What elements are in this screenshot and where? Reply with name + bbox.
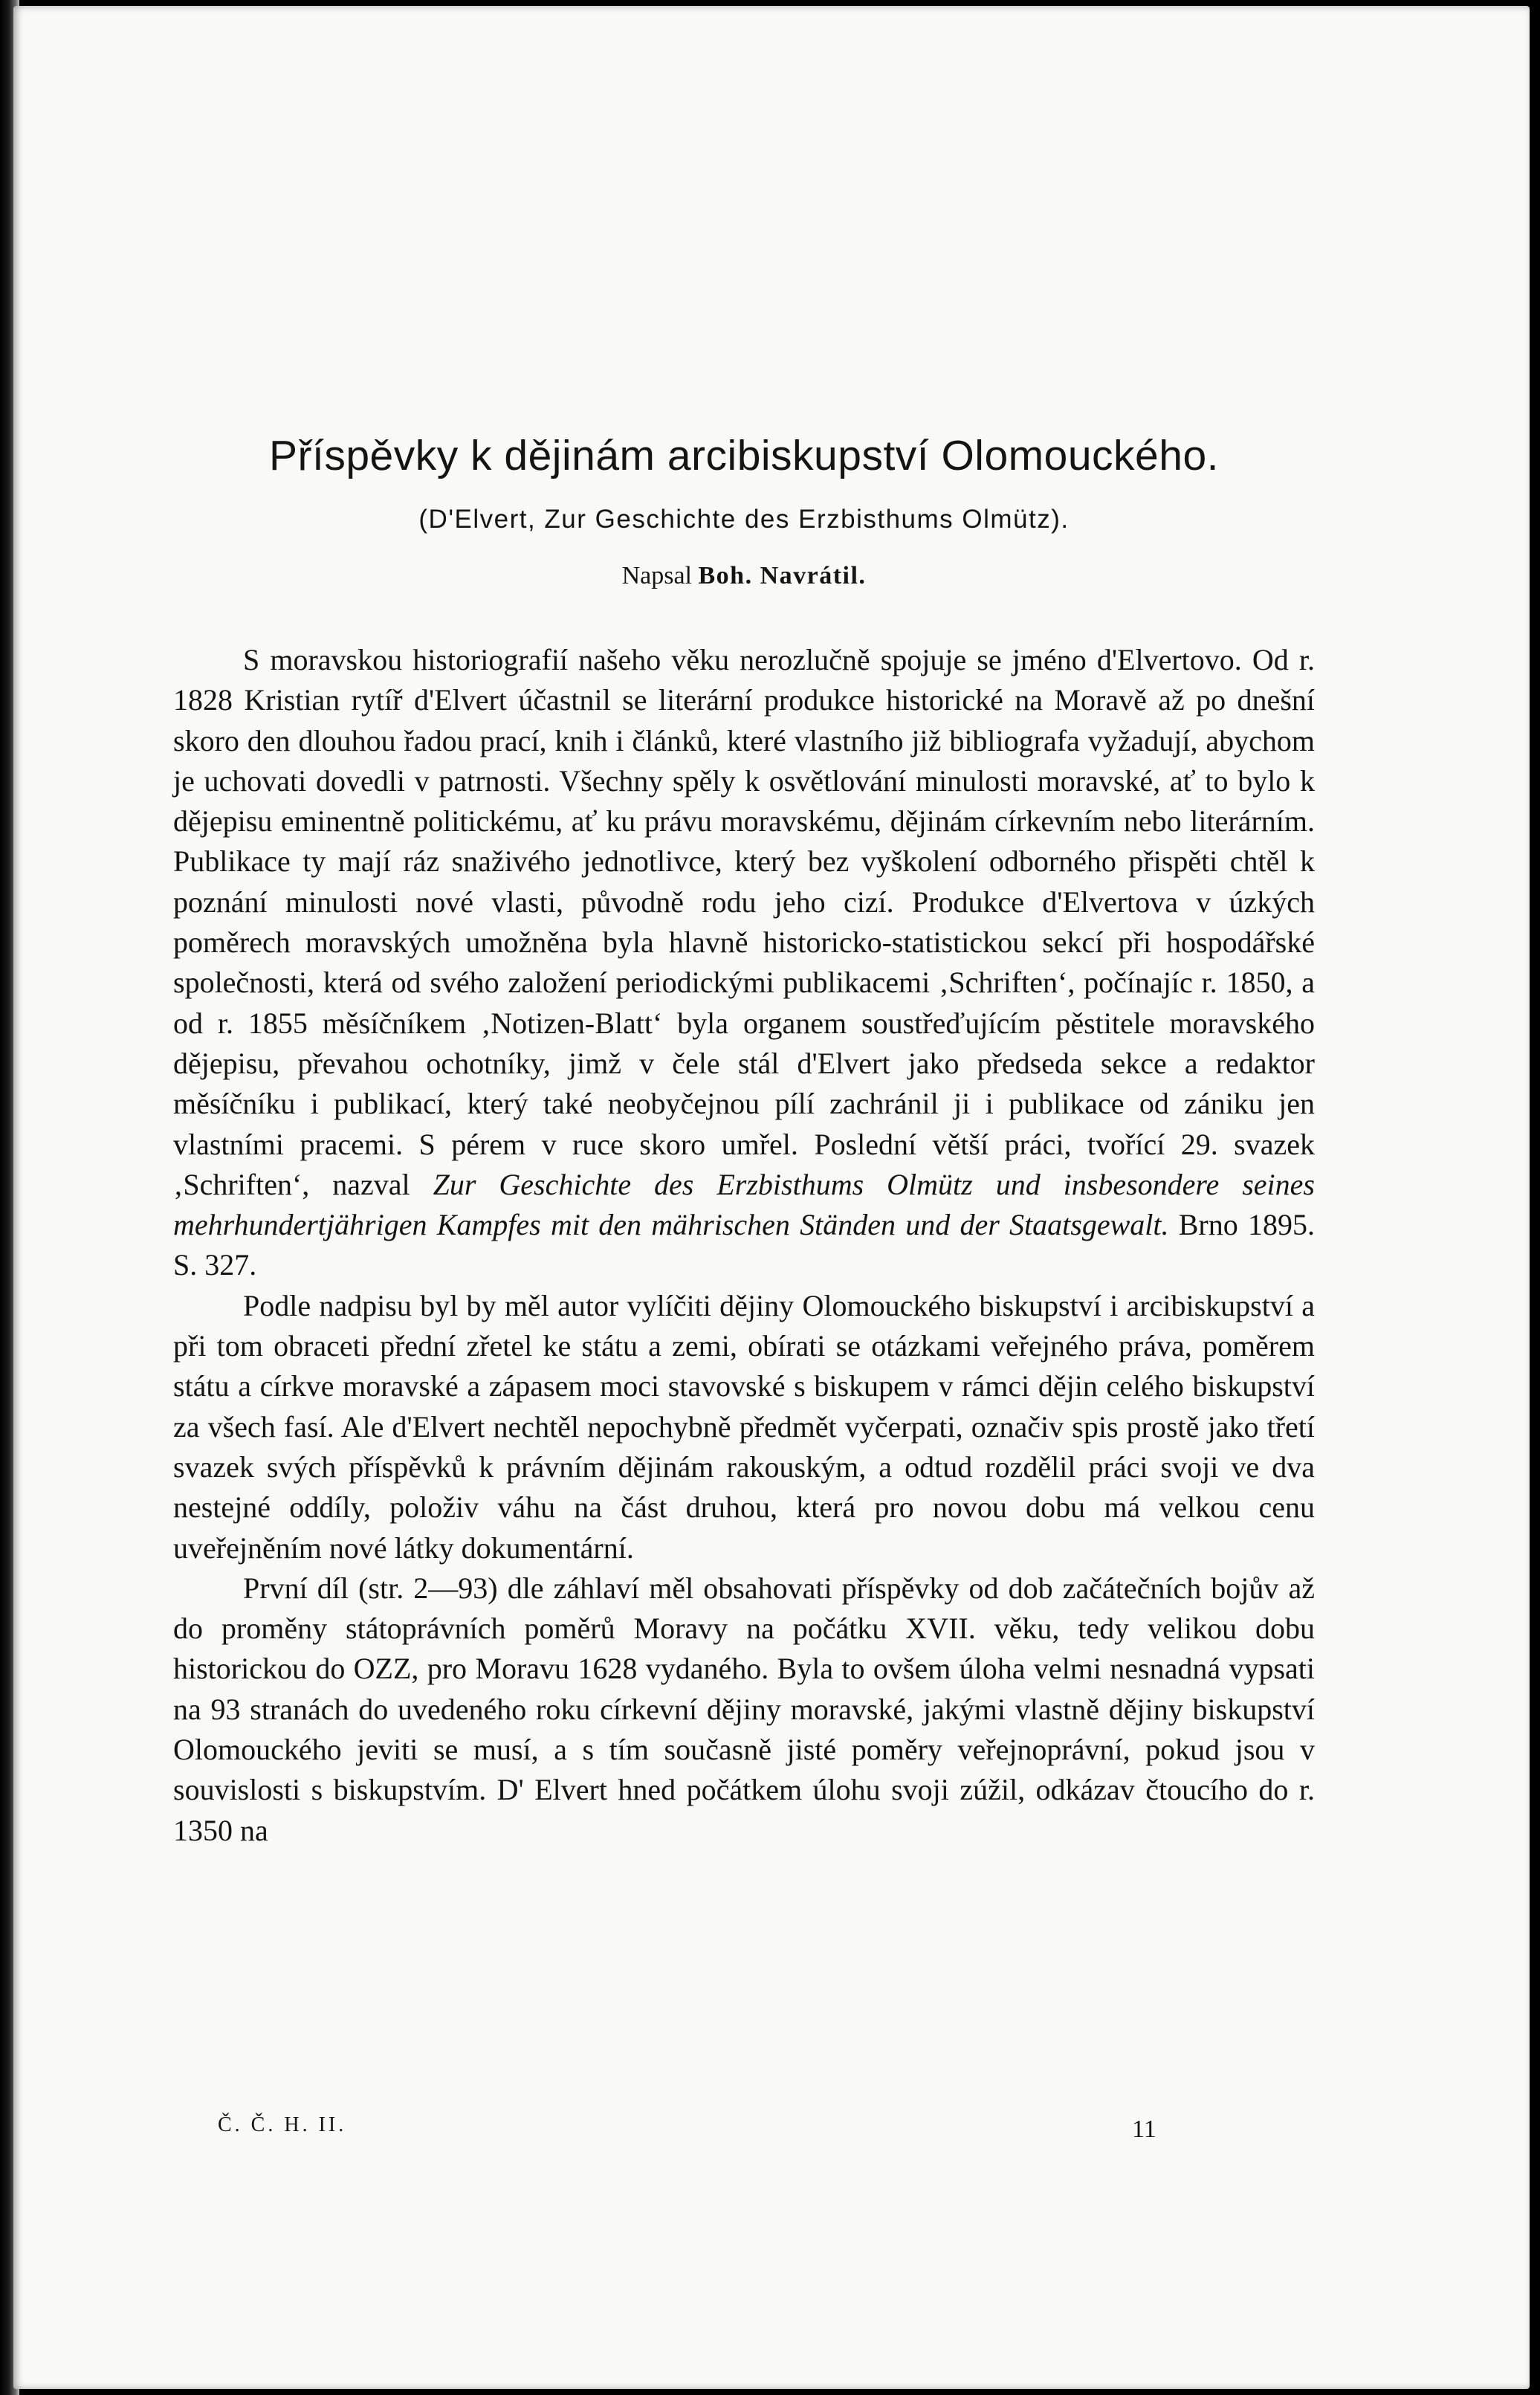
article-title: Příspěvky k dějinám arcibiskupství Olomouckého. xyxy=(268,432,1219,479)
signature-mark: Č. Č. H. II. xyxy=(218,2113,347,2136)
paragraph-1 xyxy=(173,640,1315,1286)
page-number: 11 xyxy=(1132,2116,1156,2143)
article-body xyxy=(173,640,1315,1851)
paragraph-1-citation: Brno 1895. S. 327. xyxy=(173,1208,1315,1282)
byline-author: Boh. Navrátil. xyxy=(698,562,867,589)
paragraph-3: První díl (str. 2—93) dle záhlaví měl obsahovati příspěvky od dob začátečních bojův až do proměny státoprávních poměrů Moravy na počátku XVII. věku, tedy velikou dobu historickou do OZZ, pro Moravu 1628 vydaného. Byla to ovšem úloha velmi nesnadná vypsati na 93 stranách do uvedeného roku církevní dějiny moravské, jakými vlastně dějiny biskupství Olomouckého jeviti se musí, a s tím současně jisté poměry veřejnoprávní, pokud jsou v souvislosti s biskupstvím. D' Elvert hned počátkem úlohu svoji zúžil, odkázav čtoucího do r. 1350 na xyxy=(173,1571,1315,1847)
paragraph-2: Podle nadpisu byl by měl autor vylíčiti dějiny Olomouckého biskupství i arcibiskupství a při tom obraceti přední zřetel ke státu a zemi, obírati se otázkami veřejného práva, poměrem státu a církve moravské a zápasem moci stavovské s biskupem v rámci dějin celého biskupství za všech fasí. Ale d'Elvert nechtěl nepochybně předmět vyčerpati, označiv spis prostě jako třetí svazek svých příspěvků k právním dějinám rakouským, a odtud rozdělil práci svoji ve dva nestejné oddíly, položiv váhu na část druhou, která pro novou dobu má velkou cenu uveřejněním nové látky dokumentární. xyxy=(173,1288,1315,1565)
byline xyxy=(173,562,1315,590)
article-subtitle: (D'Elvert, Zur Geschichte des Erzbisthums Olmütz). xyxy=(418,505,1070,534)
paragraph-1-text: S moravskou historiografií našeho věku nerozlučně spojuje se jméno d'Elvertovo. Od r. 1828 Kristian rytíř d'Elvert účastnil se literární produkce historické na Moravě až po dnešní skoro den dlouhou řadou prací, knih i článků, které vlastního již bibliografa vyžadují, abychom je uchovati dovedli v patrnosti. Všechny spěly k osvětlování minulosti moravské, ať to bylo k dějepisu eminentně politickému, ať ku právu moravskému, dějinám církevním nebo literárním. Publikace ty mají ráz snaživého jednotlivce, který bez vyškolení odborného přispěti chtěl k poznání minulosti nové vlasti, původně rodu jeho cizí. Produkce d'Elvertova v úzkých poměrech moravských umožněna byla hlavně historicko-statistickou sekcí při hospodářské společnosti, která od svého založení periodickými publikacemi ‚Schriften‘, počínajíc r. 1850, a od r. 1855 měsíčníkem ‚Notizen-Blatt‘ byla organem soustřeďujícím pěstitele moravského dějepisu, převahou ochotníky, jimž v čele stál d'Elvert jako předseda sekce a redaktor měsíčníku i publikací, který také neobyčejnou pílí zachránil ji i publikace od zániku jen vlastními pracemi. S pérem v ruce skoro umřel. Poslední větší práci, tvořící 29. svazek ‚Schriften‘, nazval xyxy=(173,643,1315,1201)
scanned-page xyxy=(13,6,1530,2389)
cited-work-title: Zur Geschichte des Erzbisthums Olmütz und insbesondere seines mehrhundertjährigen Kampfes mit den mährischen Ständen und der Staatsgewalt. xyxy=(173,1167,1315,1242)
byline-prefix: Napsal xyxy=(621,562,699,589)
